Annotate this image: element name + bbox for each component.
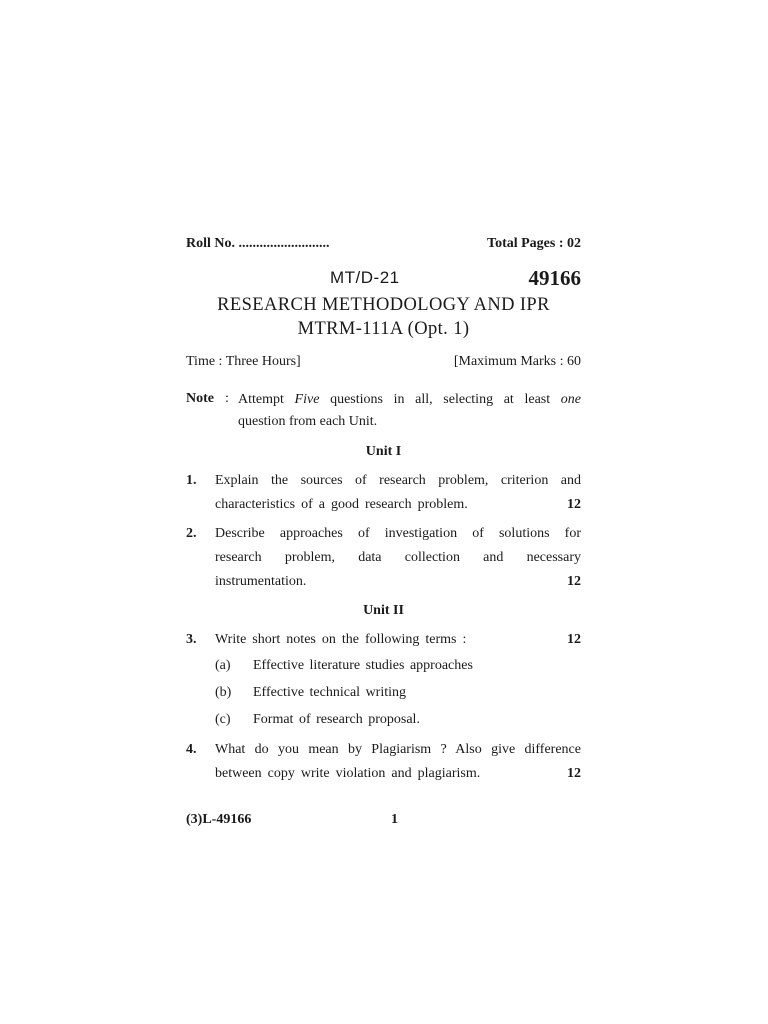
paper-subtitle: MTRM-111A (Opt. 1) [297, 319, 470, 339]
unit-heading: Unit II [363, 603, 404, 618]
note-instruction-line-2: question from each Unit. [238, 414, 378, 429]
question-text-line: Describe approaches of investigation of solutions for [215, 526, 581, 541]
question-number: 3. [186, 632, 197, 647]
sub-question-label: (c) [215, 712, 231, 727]
meta-row [186, 354, 581, 370]
exam-page [186, 0, 581, 1024]
paper-code: 49166 [528, 266, 581, 290]
sub-question-text: Format of research proposal. [253, 712, 420, 727]
question-text-line: characteristics of a good research problem. [215, 497, 468, 512]
footer-code: (3)L-49166 [186, 812, 252, 827]
paper-title: RESEARCH METHODOLOGY AND IPR [217, 295, 550, 315]
sub-question-label: (b) [215, 685, 232, 700]
sub-question-text: Effective technical writing [253, 685, 407, 700]
question-text-line: Write short notes on the following terms : [215, 632, 467, 647]
question-marks: 12 [567, 497, 581, 512]
question-text-line: Explain the sources of research problem, criterion and [215, 473, 581, 488]
question-number: 2. [186, 526, 197, 541]
unit-heading: Unit I [365, 444, 402, 459]
header-row [186, 236, 581, 252]
note-label: Note [186, 391, 214, 406]
question-marks: 12 [567, 766, 581, 781]
sub-question-text: Effective literature studies approaches [253, 658, 473, 673]
sub-question-label: (a) [215, 658, 231, 673]
page-number: 1 [391, 812, 398, 827]
session-code: MT/D-21 [330, 268, 400, 287]
question-text-line: What do you mean by Plagiarism ? Also give difference [215, 742, 581, 757]
question-text-line: between copy write violation and plagiarism. [215, 766, 481, 781]
question-number: 1. [186, 473, 197, 488]
question-number: 4. [186, 742, 197, 757]
total-pages: Total Pages : 02 [487, 236, 581, 251]
time-allowed: Time : Three Hours] [186, 354, 301, 369]
question-marks: 12 [567, 632, 581, 647]
question-text-line: research problem, data collection and necessary [215, 550, 581, 565]
note-instruction-line-1: Attempt Five questions in all, selecting at least one [238, 392, 582, 407]
note-colon: : [225, 391, 229, 406]
maximum-marks: [Maximum Marks : 60 [453, 354, 581, 369]
question-text-line: instrumentation. [215, 574, 307, 589]
roll-number-field: Roll No. .......................... [186, 236, 330, 251]
question-marks: 12 [567, 574, 581, 589]
